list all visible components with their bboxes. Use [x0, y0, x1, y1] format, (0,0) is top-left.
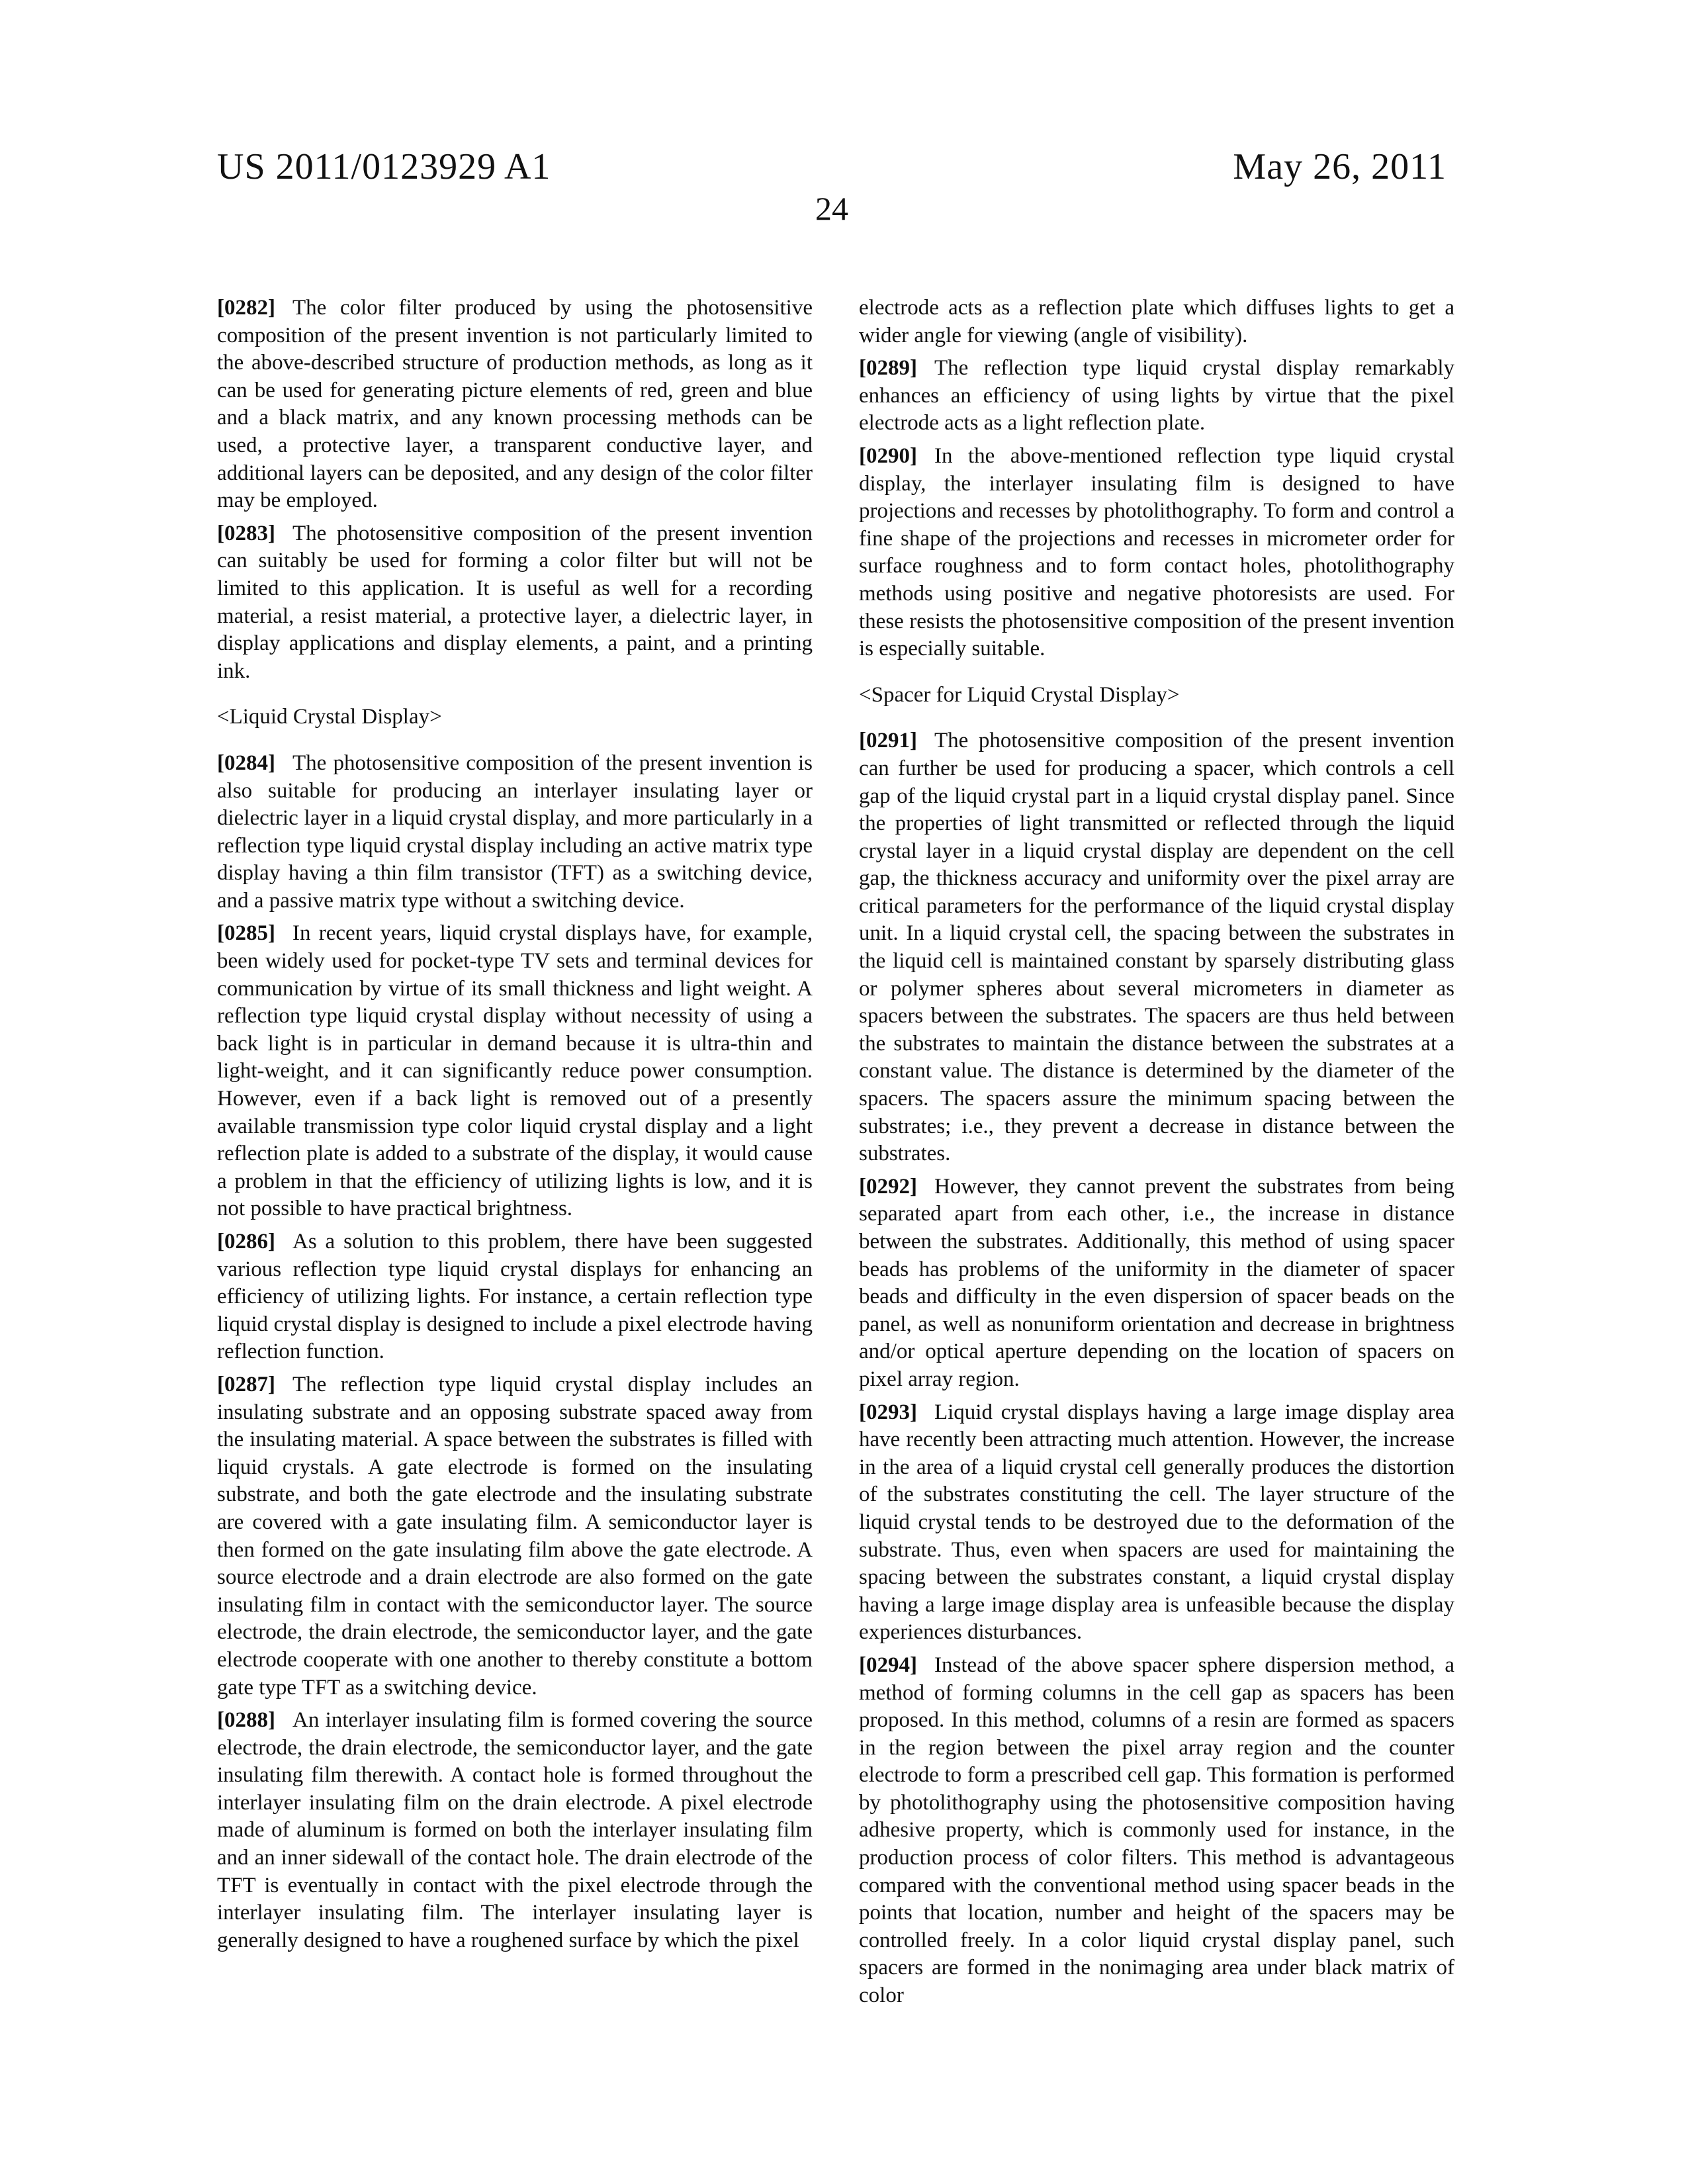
paragraph-number: [0287] — [217, 1373, 275, 1396]
publication-number: US 2011/0123929 A1 — [217, 146, 551, 188]
paragraph-text: The photosensitive composition of the present invention can suitably be used for forming a color filter but will not be limited to this application. It is useful as well for a recording material, a resist material, a protective layer, a dielectric layer, in display applications and display elements, a paint, and a printing ink. — [217, 522, 813, 683]
paragraph-0285 — [217, 920, 813, 1223]
paragraph-number: [0284] — [217, 751, 275, 775]
paragraph-text: In recent years, liquid crystal displays have, for example, been widely used for pocket-type TV sets and ter­minal devices for communication by virtue of its small thick­ness and light weight. A reflection type liquid crystal display without necessity of using a back light is in particular in demand because it is ultra-thin and light-weight, and it can significantly reduce power consumption. However, even if a back light is removed out of a presently available transmis­sion type color liquid crystal display and a light reflection plate is added to a substrate of the display, it would cause a problem in that the efficiency of utilizing lights is low, and it is not possible to have practical brightness. — [217, 921, 813, 1220]
paragraph-text: The reflection type liquid crystal display includes an insulating substrate and an opposing substrate spaced away from the insulating material. A space between the substrates is filled with liquid crystals. A gate electrode is formed on the insulating substrate, and both the gate electrode and the insu­lating substrate are covered with a gate insulating film. A semiconductor layer is then formed on the gate insulating film above the gate electrode. A source electrode and a drain electrode are also formed on the gate insulating film in contact with the semiconductor layer. The source electrode, the drain electrode, the semiconductor layer, and the gate electrode cooperate with one another to thereby constitute a bottom gate type TFT as a switching device. — [217, 1373, 813, 1700]
paragraph-0289 — [859, 355, 1454, 437]
paragraph-number: [0282] — [217, 296, 275, 320]
paragraph-text: The photosensitive composition of the present invention can further be used for producing a spacer, which controls a cell gap of the liquid crystal part in a liquid crystal display panel. Since the properties of light transmitted or reflected through the liquid crystal layer in a liquid crystal display are dependent on the cell gap, the thickness accuracy and uniformity over the pixel array are critical parameters for the performance of the liquid crystal display unit. In a liquid crystal cell, the spacing between the substrates in the liquid cell is maintained constant by sparsely distributing glass or polymer spheres about several micrometers in diameter as spacers between the substrates. The spacers are thus held between the substrates to maintain the distance between the substrates at a constant value. The distance is determined by the diameter of the spacers. The spacers assure the minimum spacing between the substrates; i.e., they prevent a decrease in distance between the substrates. — [859, 729, 1454, 1165]
paragraph-text: An interlayer insulating film is formed covering the source electrode, the drain electrode, the semiconductor layer, and the gate insulating film therewith. A contact hole is formed throughout the interlayer insulating film on the drain electrode. A pixel electrode made of aluminum is formed on both the interlayer insulating film and an inner sidewall of the contact hole. The drain electrode of the TFT is eventually in contact with the pixel electrode through the interlayer insu­lating film. The interlayer insulating layer is generally designed to have a roughened surface by which the pixel — [217, 1708, 813, 1952]
paragraph-text: The photosensitive composition of the present invention is also suitable for producing an interlayer insulat­ing layer or dielectric layer in a liquid crystal display, and more particularly in a reflection type liquid crystal display including an active matrix type display having a thin film transistor (TFT) as a switching device, and a passive matrix type without a switching device. — [217, 751, 813, 913]
paragraph-number: [0283] — [217, 522, 275, 545]
paragraph-number: [0289] — [859, 356, 917, 380]
paragraph-0291 — [859, 727, 1454, 1168]
left-column — [217, 295, 813, 1960]
paragraph-number: [0291] — [859, 729, 917, 752]
paragraph-0288 — [217, 1707, 813, 1954]
paragraph-0288-continued: electrode acts as a reflection plate which diffuses lights to get a wider angle for viewing (angle of visibility). — [859, 295, 1454, 349]
paragraph-number: [0286] — [217, 1230, 275, 1253]
paragraph-number: [0288] — [217, 1708, 275, 1732]
paragraph-text: However, they cannot prevent the substrates from being separated apart from each other, i.e., the increase in distance between the substrates. Additionally, this method of using spacer beads has problems of the uniformity in the diameter of spacer beads and difficulty in the even dispersion of spacer beads on the panel, as well as nonuniform orienta­tion and decrease in brightness and/or optical aperture depending on the location of spacers on pixel array region. — [859, 1175, 1454, 1391]
paragraph-text: In the above-mentioned reflection type liquid crys­tal display, the interlayer insulating film is designed to have projections and recesses by photolithography. To form and control a fine shape of the projections and recesses in micrometer order for surface roughness and to form contact holes, photolithography methods using positive and negative photoresists are used. For these resists the photosensitive composition of the present invention is especially suitable. — [859, 444, 1454, 660]
paragraph-text: Liquid crystal displays having a large image display area have recently been attracting much attention. However, the increase in the area of a liquid crystal cell generally produces the distortion of the substrates constituting the cell. The layer structure of the liquid crystal tends to be destroyed due to the deformation of the substrate. Thus, even when spacers are used for maintaining the spacing between the substrates constant, a liquid crystal display having a large image display area is unfeasible because the display experi­ences disturbances. — [859, 1400, 1454, 1645]
paragraph-number: [0294] — [859, 1653, 917, 1677]
paragraph-0293 — [859, 1399, 1454, 1647]
page-number: 24 — [217, 189, 1447, 228]
paragraph-text: As a solution to this problem, there have been sug­gested various reflection type liquid crystal displays for enhancing an efficiency of utilizing lights. For instance, a certain reflection type liquid crystal display is designed to include a pixel electrode having reflection function. — [217, 1230, 813, 1363]
page-header — [217, 146, 1447, 238]
paragraph-number: [0292] — [859, 1175, 917, 1199]
paragraph-number: [0285] — [217, 921, 275, 945]
paragraph-text: Instead of the above spacer sphere dispersion method, a method of forming columns in the cell gap as spacers has been proposed. In this method, columns of a resin are formed as spacers in the region between the pixel array region and the counter electrode to form a prescribed cell gap. This formation is performed by photolithography using the photosensitive composition having adhesive property, which is commonly used for instance, in the production process of color filters. This method is advantageous compared with the conventional method using spacer beads in the points that location, number and height of the spacers may be controlled freely. In a color liquid crystal display panel, such spacers are formed in the nonimaging area under black matrix of color — [859, 1653, 1454, 2007]
paragraph-0292 — [859, 1173, 1454, 1394]
paragraph-text: The reflection type liquid crystal display remark­ably enhances an efficiency of using lights by virtue that the pixel electrode acts as a light reflection plate. — [859, 356, 1454, 435]
paragraph-0286 — [217, 1228, 813, 1366]
paragraph-text: The color filter produced by using the photosensi­tive composition of the present invention is not particularly limited to the above-described structure of production meth­ods, as long as it can be used for generating picture elements of red, green and blue and a black matrix, and any known processing methods can be used, a protective layer, a trans­parent conductive layer, and additional layers can be depos­ited, and any design of the color filter may be employed. — [217, 296, 813, 512]
paragraph-0290 — [859, 443, 1454, 663]
paragraph-number: [0290] — [859, 444, 917, 468]
paragraph-0284 — [217, 750, 813, 915]
paragraph-number: [0293] — [859, 1400, 917, 1424]
paragraph-0282 — [217, 295, 813, 515]
section-heading-lcd: <Liquid Crystal Display> — [217, 704, 813, 731]
publication-date: May 26, 2011 — [1233, 146, 1447, 188]
paragraph-0287 — [217, 1371, 813, 1702]
section-heading-spacer: <Spacer for Liquid Crystal Display> — [859, 682, 1454, 709]
paragraph-0283 — [217, 520, 813, 686]
right-column — [859, 295, 1454, 2015]
paragraph-0294 — [859, 1652, 1454, 2010]
